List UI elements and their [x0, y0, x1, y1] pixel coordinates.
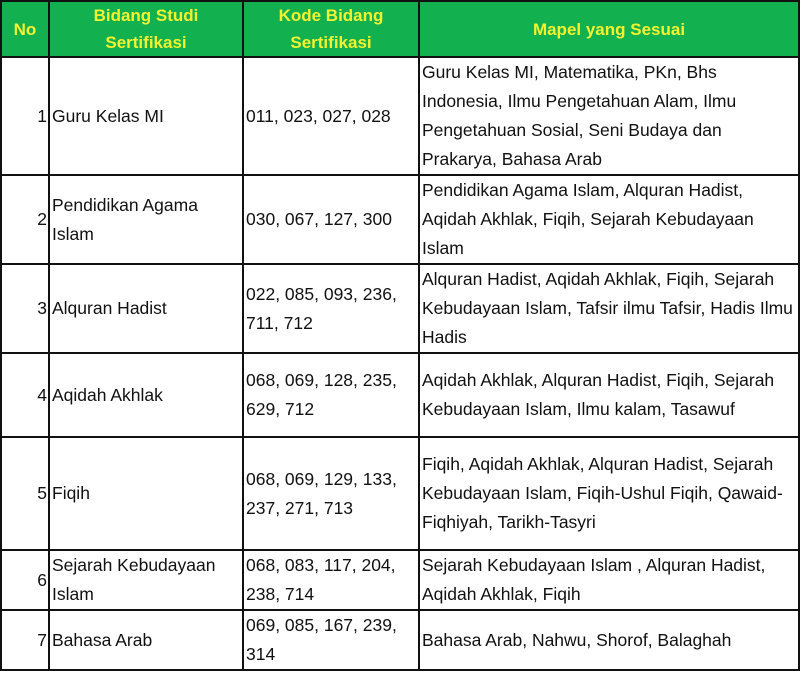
- bidang-studi-cell: Bahasa Arab: [49, 610, 243, 670]
- row-number: 7: [1, 610, 49, 670]
- mapel-cell: Aqidah Akhlak, Alquran Hadist, Fiqih, Sejarah Kebudayaan Islam, Ilmu kalam, Tasawuf: [419, 353, 799, 437]
- table-row: [1, 264, 799, 353]
- header-row: [1, 1, 799, 57]
- row-number: 2: [1, 175, 49, 264]
- bidang-studi-cell: Sejarah Kebudayaan Islam: [49, 550, 243, 610]
- mapel-cell: Sejarah Kebudayaan Islam , Alquran Hadist, Aqidah Akhlak, Fiqih: [419, 550, 799, 610]
- bidang-studi-cell: Guru Kelas MI: [49, 57, 243, 175]
- row-number: 4: [1, 353, 49, 437]
- table-row: [1, 57, 799, 175]
- header-bidang-studi: Bidang Studi Sertifikasi: [49, 1, 243, 57]
- header-no: No: [1, 1, 49, 57]
- mapel-cell: Fiqih, Aqidah Akhlak, Alquran Hadist, Sejarah Kebudayaan Islam, Fiqih-Ushul Fiqih, Qawaid-Fiqhiyah, Tarikh-Tasyri: [419, 437, 799, 550]
- bidang-studi-cell: Fiqih: [49, 437, 243, 550]
- header-mapel: Mapel yang Sesuai: [419, 1, 799, 57]
- row-number: 6: [1, 550, 49, 610]
- row-number: 3: [1, 264, 49, 353]
- kode-cell: 022, 085, 093, 236, 711, 712: [243, 264, 419, 353]
- mapel-cell: Bahasa Arab, Nahwu, Shorof, Balaghah: [419, 610, 799, 670]
- row-number: 5: [1, 437, 49, 550]
- mapel-cell: Guru Kelas MI, Matematika, PKn, Bhs Indonesia, Ilmu Pengetahuan Alam, Ilmu Pengetahuan Sosial, Seni Budaya dan Prakarya, Bahasa Arab: [419, 57, 799, 175]
- kode-cell: 068, 069, 128, 235, 629, 712: [243, 353, 419, 437]
- kode-cell: 068, 069, 129, 133, 237, 271, 713: [243, 437, 419, 550]
- kode-cell: 011, 023, 027, 028: [243, 57, 419, 175]
- bidang-studi-cell: Pendidikan Agama Islam: [49, 175, 243, 264]
- bidang-studi-cell: Alquran Hadist: [49, 264, 243, 353]
- kode-cell: 030, 067, 127, 300: [243, 175, 419, 264]
- table-row: [1, 550, 799, 610]
- table-row: [1, 610, 799, 670]
- kode-cell: 068, 083, 117, 204, 238, 714: [243, 550, 419, 610]
- mapel-cell: Alquran Hadist, Aqidah Akhlak, Fiqih, Sejarah Kebudayaan Islam, Tafsir ilmu Tafsir, Hadis Ilmu Hadis: [419, 264, 799, 353]
- table-row: [1, 175, 799, 264]
- header-kode-bidang: Kode Bidang Sertifikasi: [243, 1, 419, 57]
- table-row: [1, 353, 799, 437]
- row-number: 1: [1, 57, 49, 175]
- table-row: [1, 437, 799, 550]
- kode-cell: 069, 085, 167, 239, 314: [243, 610, 419, 670]
- bidang-studi-cell: Aqidah Akhlak: [49, 353, 243, 437]
- mapel-cell: Pendidikan Agama Islam, Alquran Hadist, Aqidah Akhlak, Fiqih, Sejarah Kebudayaan Islam: [419, 175, 799, 264]
